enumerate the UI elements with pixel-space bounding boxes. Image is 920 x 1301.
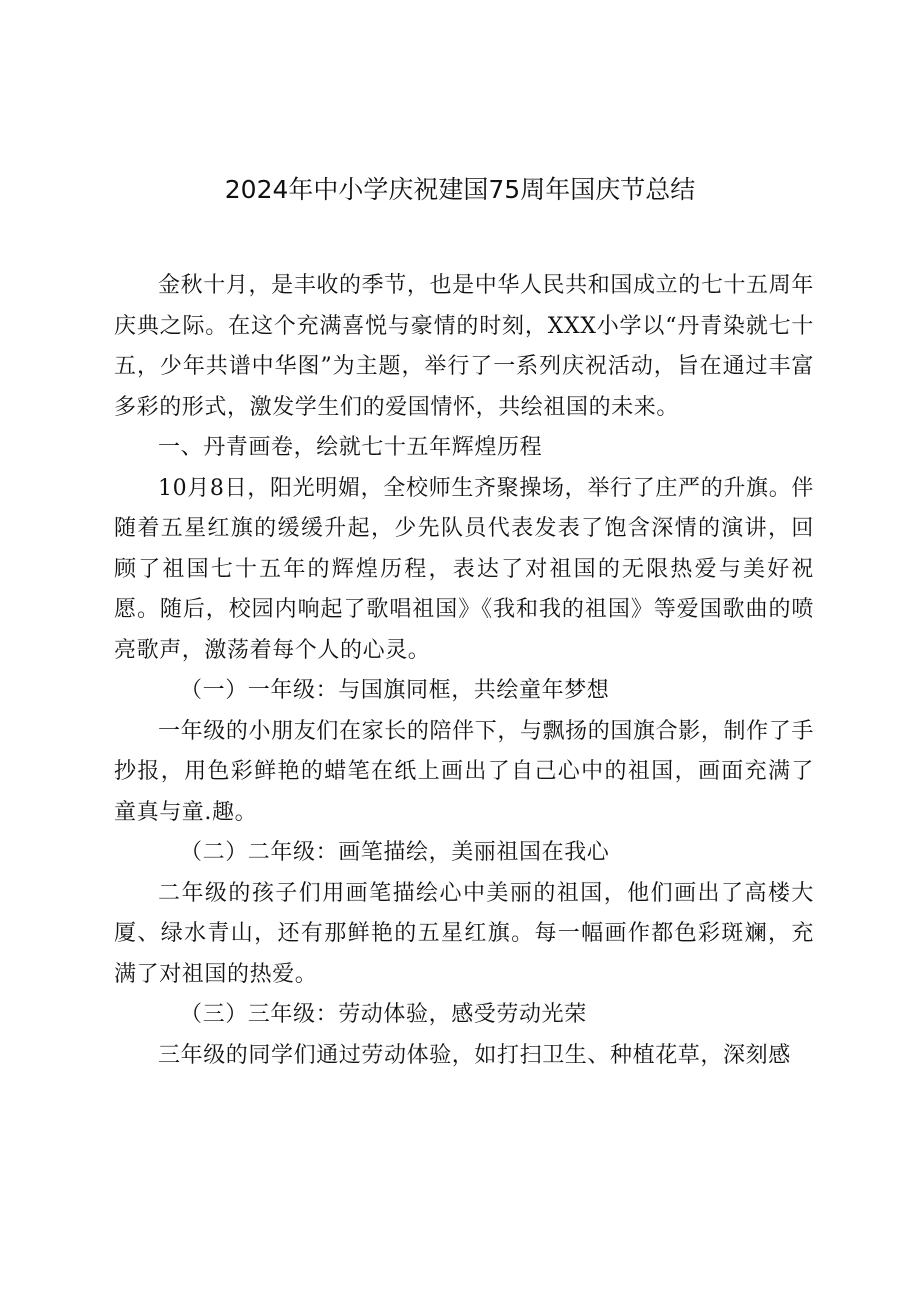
grade-1-paragraph: 一年级的小朋友们在家长的陪伴下，与飘扬的国旗合影，制作了手抄报，用色彩鲜艳的蜡笔在纸上画出了自己心中的祖国，画面充满了童真与童.趣。 xyxy=(114,718,814,825)
section-heading-1: 一、丹青画卷，绘就七十五年辉煌历程 xyxy=(158,435,543,460)
subheading-grade-1: （一）一年级：与国旗同框，共绘童年梦想 xyxy=(180,678,610,703)
document-title: 2024年中小学庆祝建国75周年国庆节总结 xyxy=(224,175,696,204)
grade-3-paragraph: 三年级的同学们通过劳动体验，如打扫卫生、种植花草，深刻感 xyxy=(158,1042,791,1068)
flag-ceremony-paragraph: 10月8日，阳光明媚，全校师生齐聚操场，举行了庄严的升旗。伴随着五星红旗的缓缓升起，少先队员代表发表了饱含深情的演讲，回顾了祖国七十五年的辉煌历程，表达了对祖国的无限热爱与美好祝愿。随后，校园内响起了歌唱祖国》《我和我的祖国》等爱国歌曲的喷亮歌声，激荡着每个人的心灵。 xyxy=(114,475,814,663)
grade-2-paragraph: 二年级的孩子们用画笔描绘心中美丽的祖国，他们画出了高楼大厦、绿水青山，还有那鲜艳的五星红旗。每一幅画作都色彩斑斓，充满了对祖国的热爱。 xyxy=(114,880,814,987)
intro-paragraph: 金秋十月，是丰收的季节，也是中华人民共和国成立的七十五周年庆典之际。在这个充满喜悦与豪情的时刻，XXX小学以“丹青染就七十五，少年共谱中华图”为主题，举行了一系列庆祝活动，旨在通过丰富多彩的形式，激发学生们的爱国情怀，共绘祖国的未来。 xyxy=(114,273,814,420)
subheading-grade-2: （二）二年级：画笔描绘，美丽祖国在我心 xyxy=(180,840,610,865)
subheading-grade-3: （三）三年级：劳动体验，感受劳动光荣 xyxy=(180,1002,587,1027)
document-body xyxy=(114,266,814,1076)
